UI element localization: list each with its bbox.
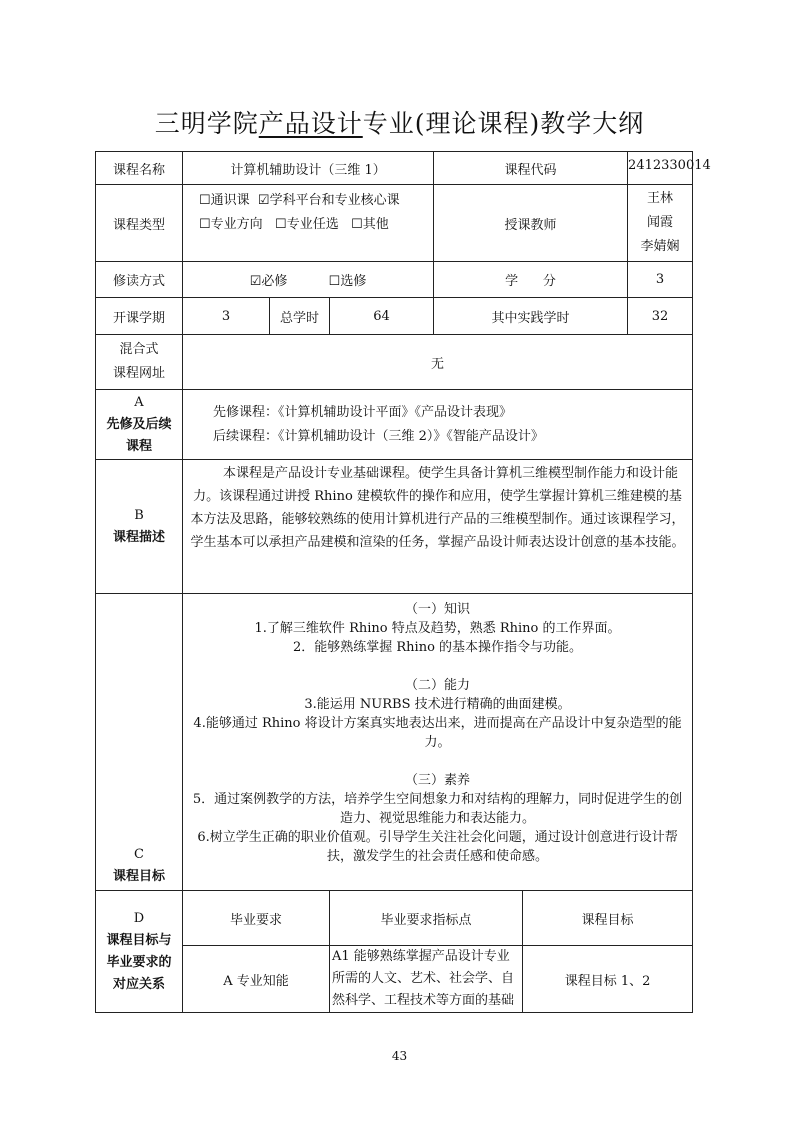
section-letter: A [134, 394, 144, 410]
goal-heading-literacy: （三）素养 [405, 773, 471, 788]
course-goals [183, 594, 693, 891]
prerequisite-courses: 先修课程：《计算机辅助设计平面》《产品设计表现》 [213, 404, 513, 420]
course-type-line-1: ☐通识课 ☑学科平台和专业核心课 [199, 193, 400, 208]
course-type-options [183, 185, 434, 262]
goal-item: 2．能够熟练掌握 Rhino 的基本操作指令与功能。 [292, 640, 583, 655]
mixed-course-value: 无 [183, 335, 693, 390]
column-header-goal: 课程目标 [523, 891, 693, 946]
row-section-a [96, 390, 693, 460]
section-a-label [96, 390, 183, 460]
semester-label: 开课学期 [96, 298, 183, 335]
section-c-label [96, 594, 183, 891]
course-code-value: 2412330014 [628, 152, 693, 185]
goal-item: 4.能够通过 Rhino 将设计方案真实地表达出来，进而提高在产品设计中复杂造型的能力。 [193, 716, 682, 750]
row-study-mode [96, 262, 693, 298]
goal-heading-ability: （二）能力 [405, 678, 471, 693]
course-code-label: 课程代码 [434, 152, 628, 185]
section-letter: C [134, 847, 144, 862]
section-b-label [96, 460, 183, 594]
study-mode-value: ☑必修 ☐选修 [183, 262, 434, 298]
section-d-label [96, 891, 183, 1013]
teacher-label: 授课教师 [434, 185, 628, 262]
requirement-cell: A 专业知能 [183, 946, 330, 1013]
section-a-content [183, 390, 693, 460]
teacher-name: 王林 [647, 191, 674, 206]
section-d-label-3: 对应关系 [112, 976, 165, 992]
goal-item: 3.能运用 NURBS 技术进行精确的曲面建模。 [304, 697, 571, 712]
total-hours-value: 64 [330, 298, 434, 335]
follow-up-courses: 后续课程：《计算机辅助设计（三维 2）》《智能产品设计》 [213, 428, 544, 444]
column-header-requirement: 毕业要求 [183, 891, 330, 946]
row-mixed-course [96, 335, 693, 390]
course-type-line-2: ☐专业方向 ☐专业任选 ☐其他 [199, 217, 389, 232]
row-course-type [96, 185, 693, 262]
mixed-label-line-2: 课程网址 [112, 366, 165, 381]
course-name-value: 计算机辅助设计（三维 1） [183, 152, 434, 185]
section-a-label-2: 课程 [125, 438, 152, 454]
mixed-label-line-1: 混合式 [119, 342, 159, 357]
course-type-label: 课程类型 [96, 185, 183, 262]
goal-item: 5．通过案例教学的方法，培养学生空间想象力和对结构的理解力，同时促进学生的创造力、视觉思维能力和表达能力。 [192, 792, 683, 826]
syllabus-table [95, 151, 711, 1013]
row-section-c [96, 594, 693, 891]
course-name-label: 课程名称 [96, 152, 183, 185]
section-letter: D [133, 910, 145, 926]
teacher-name: 李婧娴 [640, 239, 680, 254]
goal-item: 6.树立学生正确的职业价值观。引导学生关注社会化问题，通过设计创意进行设计帮扶，激发学生的社会责任感和使命感。 [197, 830, 678, 864]
section-b-title: 课程描述 [112, 529, 165, 545]
row-course-name [96, 152, 693, 185]
study-mode-label: 修读方式 [96, 262, 183, 298]
goal-heading-knowledge: （一）知识 [405, 602, 471, 617]
practice-hours-label: 其中实践学时 [434, 298, 628, 335]
credit-label: 学 分 [434, 262, 628, 298]
section-a-label-1: 先修及后续 [106, 416, 172, 432]
credit-value: 3 [628, 262, 693, 298]
course-description: 本课程是产品设计专业基础课程。使学生具备计算机三维模型制作能力和设计能力。该课程通过讲授 Rhino 建模软件的操作和应用，使学生掌握计算机三维建模的基本方法及思路，能够较熟练的使用计算机进行产品的三维模型制作。通过该课程学习，学生基本可以承担产品建模和渲染的任务，掌握产品设计师表达设计创意的基本技能。 [183, 460, 693, 594]
goal-cell: 课程目标 1、2 [523, 946, 693, 1013]
section-d-label-1: 课程目标与 [106, 932, 172, 948]
section-letter: B [134, 507, 144, 523]
semester-value: 3 [183, 298, 270, 335]
mixed-course-label [96, 335, 183, 390]
teacher-list [628, 185, 693, 262]
section-c-title: 课程目标 [112, 869, 165, 884]
column-header-indicator: 毕业要求指标点 [330, 891, 523, 946]
section-d-label-2: 毕业要求的 [106, 954, 172, 970]
indicator-cell: A1 能够熟练掌握产品设计专业所需的人文、艺术、社会学、自然科学、工程技术等方面的基础 [330, 946, 523, 1013]
row-section-b [96, 460, 693, 594]
page-number: 43 [391, 1049, 408, 1063]
row-semester [96, 298, 693, 335]
major-name: 产品设计 [258, 109, 363, 138]
goal-item: 1.了解三维软件 Rhino 特点及趋势，熟悉 Rhino 的工作界面。 [254, 621, 621, 636]
total-hours-label: 总学时 [270, 298, 330, 335]
row-section-d-item [96, 946, 693, 1013]
practice-hours-value: 32 [628, 298, 693, 335]
row-section-d-header [96, 891, 693, 946]
teacher-name: 闻霞 [647, 215, 674, 230]
page-title: 三明学院产品设计专业(理论课程)教学大纲 [154, 109, 645, 138]
